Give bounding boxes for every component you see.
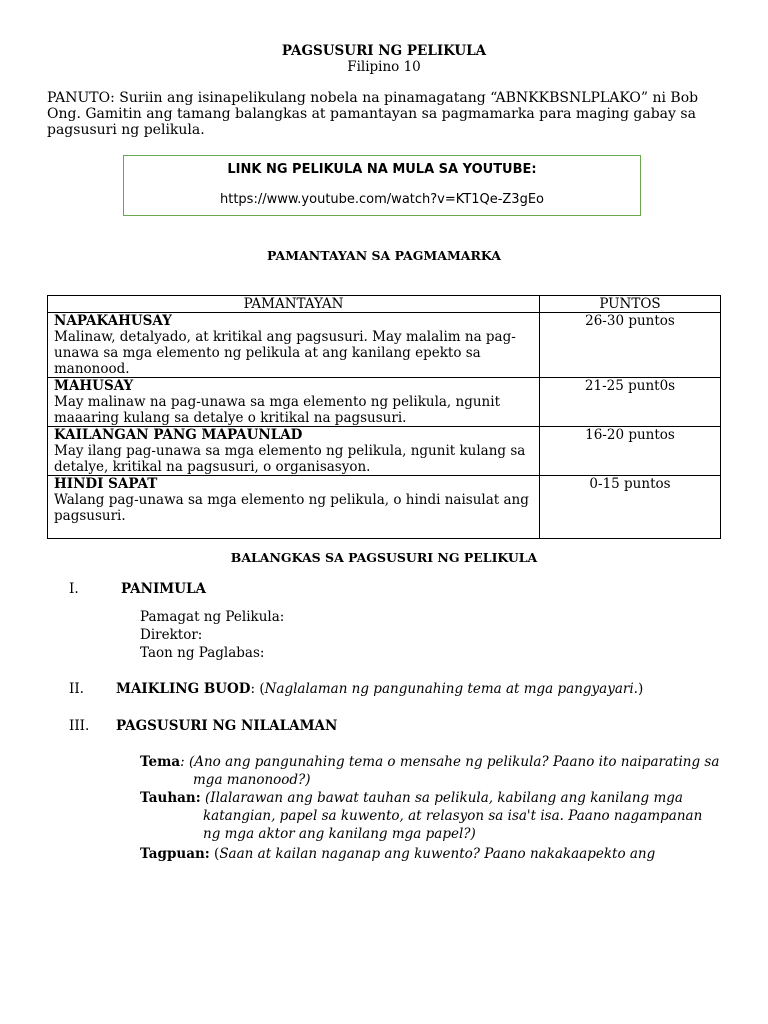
tagpuan-text: Saan at kailan naganap ang kuwento? Paano nakakaapekto ang — [219, 846, 656, 862]
rubric-criteria-cell — [48, 427, 540, 476]
rubric-points: 21-25 punt0s — [540, 378, 721, 427]
rubric-description: Walang pag-unawa sa mga elemento ng pelikula, o hindi naisulat ang pagsusuri. — [54, 492, 529, 524]
tema-line — [140, 753, 719, 771]
document-subtitle: Filipino 10 — [347, 59, 421, 75]
section-number: II. — [69, 681, 84, 697]
rubric-heading: PAMANTAYAN SA PAGMAMARKA — [267, 248, 501, 263]
section-line — [116, 680, 643, 698]
rubric-level: MAHUSAY — [54, 378, 134, 394]
rubric-points: 26-30 puntos — [540, 313, 721, 378]
punctuation: ( — [209, 846, 220, 862]
punctuation: : ( — [250, 681, 265, 697]
document-title: PAGSUSURI NG PELIKULA — [281, 43, 487, 59]
rubric-criteria-cell — [48, 313, 540, 378]
rubric-criteria-cell — [48, 476, 540, 539]
section-note: Naglalaman ng pangunahing tema at mga pangyayari. — [264, 681, 638, 697]
section-title: PAGSUSURI NG NILALAMAN — [116, 718, 338, 734]
rubric-description: Malinaw, detalyado, at kritikal ang pagsusuri. May malalim na pag-unawa sa mga elemento ng pelikula at ang kanilang epekto sa manonood. — [54, 329, 516, 377]
tema-text: : (Ano ang pangunahing tema o mensahe ng pelikula? Paano ito naiparating sa — [180, 754, 720, 770]
instructions-paragraph: PANUTO: Suriin ang isinapelikulang nobela na pinamagatang “ABNKKBSNLPLAKO” ni Bob Ong. Gamitin ang tamang balangkas at pamantayan sa pagmamarka para maging gabay sa pagsusuri ng pelikula. — [47, 90, 699, 138]
field-label: Pamagat ng Pelikula: — [140, 609, 285, 625]
tauhan-label: Tauhan: — [140, 790, 201, 806]
section-title: PANIMULA — [121, 581, 206, 597]
rubric-points: 16-20 puntos — [540, 427, 721, 476]
tema-text-cont: mga manonood?) — [193, 772, 311, 788]
points-column-header: PUNTOS — [540, 296, 721, 313]
section-title: MAIKLING BUOD — [116, 681, 251, 697]
rubric-table — [47, 295, 721, 539]
youtube-link-box — [123, 155, 641, 216]
field-label: Taon ng Paglabas: — [140, 645, 265, 661]
section-number: I. — [69, 581, 79, 597]
rubric-criteria-cell — [48, 378, 540, 427]
rubric-row — [48, 476, 721, 539]
section-number: III. — [69, 718, 90, 734]
youtube-link[interactable]: https://www.youtube.com/watch?v=KT1Qe-Z3gEo — [220, 192, 544, 207]
tema-label: Tema — [140, 754, 181, 770]
outline-heading: BALANGKAS SA PAGSUSURI NG PELIKULA — [230, 550, 538, 565]
rubric-header-row — [48, 296, 721, 313]
rubric-row — [48, 313, 721, 378]
rubric-description: May malinaw na pag-unawa sa mga elemento ng pelikula, ngunit maaaring kulang sa detalye o kritikal na pagsusuri. — [54, 394, 500, 426]
tauhan-text: (Ilalarawan ang bawat tauhan sa pelikula, kabilang ang kanilang mga — [204, 790, 683, 806]
tauhan-text-cont: ng mga aktor ang kanilang mga papel?) — [203, 826, 476, 842]
tauhan-text-cont: katangian, papel sa kuwento, at relasyon sa isa't isa. Paano nagampanan — [203, 808, 703, 824]
tagpuan-label: Tagpuan: — [140, 846, 210, 862]
rubric-level: HINDI SAPAT — [54, 476, 158, 492]
rubric-level: KAILANGAN PANG MAPAUNLAD — [54, 427, 303, 443]
criteria-column-header: PAMANTAYAN — [48, 296, 540, 313]
field-label: Direktor: — [140, 627, 203, 643]
rubric-row — [48, 427, 721, 476]
rubric-row — [48, 378, 721, 427]
rubric-level: NAPAKAHUSAY — [54, 313, 172, 329]
punctuation: ) — [637, 681, 644, 697]
link-box-label: LINK NG PELIKULA NA MULA SA YOUTUBE: — [227, 162, 537, 177]
tauhan-line — [140, 789, 683, 807]
tagpuan-line — [140, 845, 655, 863]
rubric-points: 0-15 puntos — [540, 476, 721, 539]
rubric-description: May ilang pag-unawa sa mga elemento ng pelikula, ngunit kulang sa detalye, kritikal na pagsusuri, o organisasyon. — [54, 443, 526, 475]
